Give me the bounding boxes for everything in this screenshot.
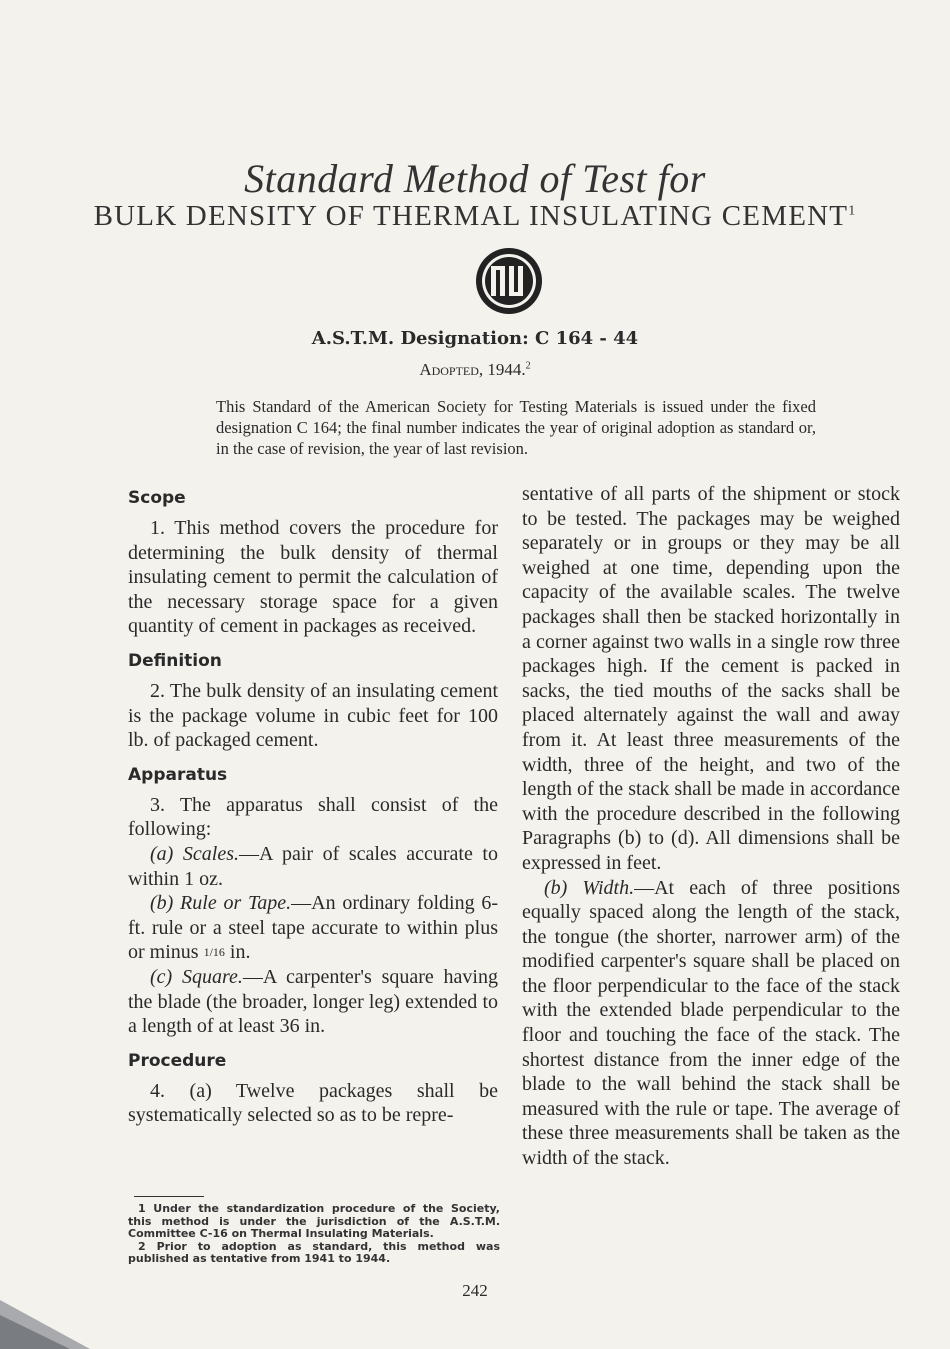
definition-heading: Definition — [128, 650, 222, 671]
apparatus-item-b — [128, 891, 498, 965]
apparatus-heading: Apparatus — [128, 764, 228, 785]
right-column — [522, 482, 900, 1171]
footnote-2: 2 Prior to adoption as standard, this method was published as tentative from 1941 to 1944. — [128, 1239, 500, 1265]
procedure-heading: Procedure — [128, 1050, 227, 1071]
page-number: 242 — [462, 1281, 488, 1300]
footnotes — [128, 1203, 500, 1266]
square-text: —A carpenter's square having the blade (the broader, longer leg) extended to a length of at least 36 in. — [128, 965, 498, 1038]
scope-heading: Scope — [128, 488, 186, 508]
square-label: (c) Square. — [150, 965, 243, 988]
rule-fraction: 1/16 — [203, 945, 225, 960]
standard-notice: This Standard of the American Society for Testing Materials is issued under the fixed designation C 164; the final number indicates the year of original adoption as standard or, in the case of revision, the year of last revision. — [216, 397, 816, 458]
footnote-divider — [134, 1196, 204, 1197]
scope-paragraph: 1. This method covers the procedure for determining the bulk density of thermal insulating cement to permit the calculation of the necessary storage space for a given quantity of cement in packages as received. — [128, 517, 498, 638]
footnote-1: 1 Under the standardization procedure of the Society, this method is under the jurisdiction of the A.S.T.M. Committee C-16 on Thermal Insulating Materials. — [128, 1202, 500, 1240]
apparatus-item-a — [128, 842, 498, 891]
definition-paragraph: 2. The bulk density of an insulating cement is the package volume in cubic feet for 100 lb. of packaged cement. — [128, 679, 498, 752]
width-paragraph — [522, 876, 900, 1171]
width-label: (b) Width. — [544, 876, 635, 899]
adopted-footnote-ref: 2 — [525, 360, 531, 372]
scales-label: (a) Scales. — [150, 842, 240, 865]
title-italic: Standard Method of Test for — [244, 156, 706, 201]
rule-unit: in. — [224, 941, 251, 964]
page-corner-shadow — [0, 1280, 90, 1349]
adopted-line — [0, 360, 950, 380]
procedure-paragraph: 4. (a) Twelve packages shall be systematically selected so as to be repre- — [128, 1079, 498, 1127]
title-footnote-ref: 1 — [848, 203, 857, 219]
rule-label: (b) Rule or Tape. — [150, 892, 292, 915]
document-title-text: BULK DENSITY OF THERMAL INSULATING CEMENT — [93, 200, 849, 232]
astm-designation: A.S.T.M. Designation: C 164 - 44 — [311, 328, 639, 349]
width-text: —At each of three positions equally spaced along the length of the stack, the tongue (the shorter, narrower arm) of the modified carpenter's square shall be placed on the floor perpendicular to the face of the stack with the extended blade perpendicular to the floor and touching the face of the stack. The shortest distance from the inner edge of the blade to the wall behind the stack shall be measured with the rule or tape. The average of these three measurements shall be taken as the width of the stack. — [522, 876, 900, 1170]
astm-logo-icon — [474, 246, 544, 316]
left-column — [128, 486, 498, 1128]
scales-text: —A pair of scales accurate to within 1 oz. — [128, 842, 498, 890]
procedure-continued: sentative of all parts of the shipment or stock to be tested. The packages may be weighed separately or in groups or they may be all weighed at one time, depending upon the capacity of the available scales. The twelve packages shall then be stacked horizontally in a corner against two walls in a single row three packages high. If the cement is packed in sacks, the tied mouths of the sacks shall be placed alternately against the wall and away from it. At least three measurements of the width, three of the height, and two of the length of the stack shall be made in accordance with the procedure described in the following Paragraphs (b) to (d). All dimensions shall be expressed in feet. — [522, 483, 900, 874]
apparatus-intro: 3. The apparatus shall consist of the following: — [128, 793, 498, 841]
document-title — [0, 200, 950, 233]
apparatus-item-c — [128, 965, 498, 1039]
rule-text: —An ordinary folding 6-ft. rule or a steel tape accurate to within plus or minus — [128, 892, 498, 964]
adopted-text: Adopted, 1944. — [419, 360, 526, 379]
